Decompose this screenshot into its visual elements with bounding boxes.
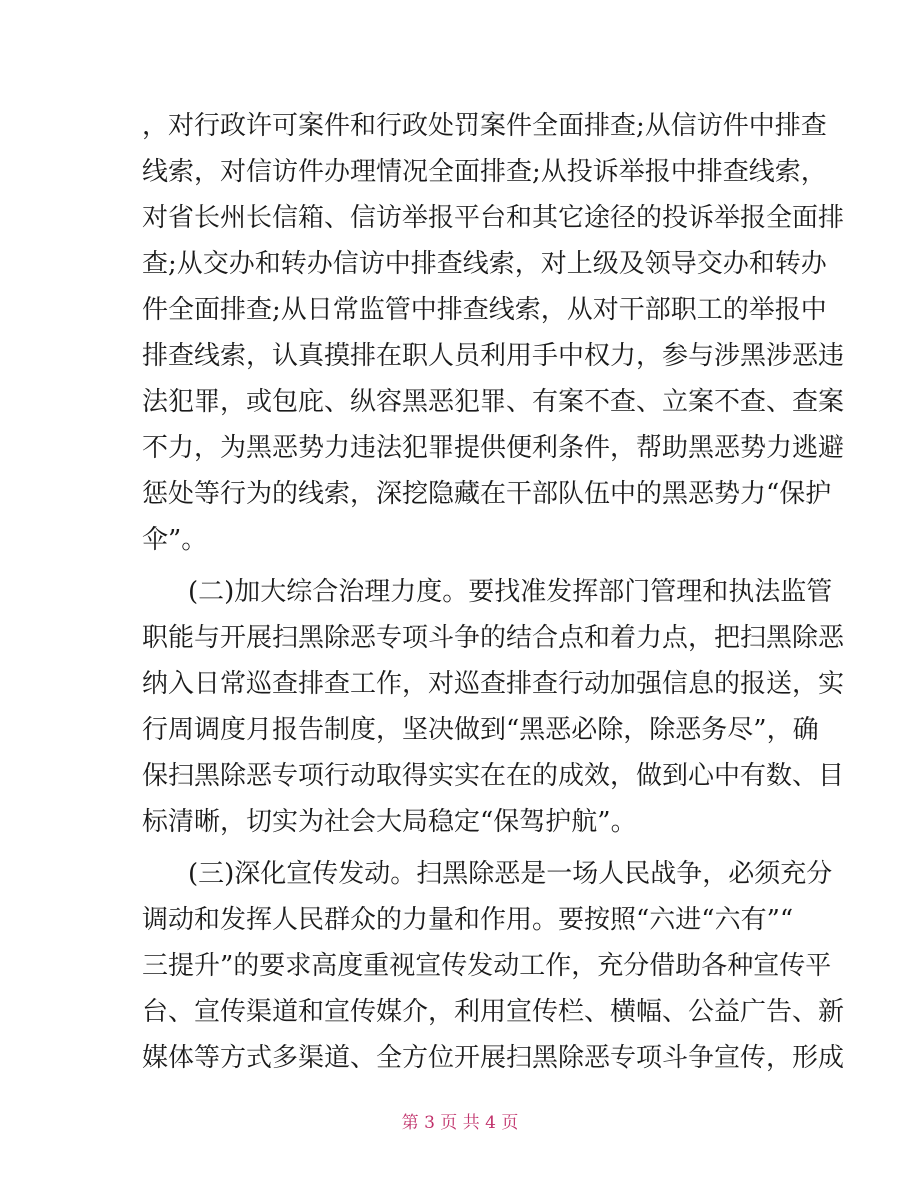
text-line: 件全面排查;从日常监管中排查线索，从对干部职工的举报中: [142, 295, 827, 325]
text-line: 媒体等方式多渠道、全方位开展扫黑除恶专项斗争宣传，形成: [142, 1043, 845, 1073]
text-line: 台、宣传渠道和宣传媒介，利用宣传栏、横幅、公益广告、新: [142, 997, 845, 1027]
text-line: 调动和发挥人民群众的力量和作用。要按照“六进“六有”“: [142, 905, 794, 935]
text-line: (三)深化宣传发动。扫黑除恶是一场人民战争，必须充分: [188, 859, 833, 889]
text-line: 职能与开展扫黑除恶专项斗争的结合点和着力点，把扫黑除恶: [142, 623, 845, 653]
text-line: 排查线索，认真摸排在职人员利用手中权力，参与涉黑涉恶违: [142, 341, 845, 371]
text-line: 标清晰，切实为社会大局稳定“保驾护航”。: [142, 807, 637, 837]
text-line: 三提升”的要求高度重视宣传发动工作，充分借助各种宣传平: [142, 951, 832, 981]
text-line: 惩处等行为的线索，深挖隐藏在干部队伍中的黑恶势力“保护: [142, 479, 832, 509]
text-line: 伞”。: [142, 525, 208, 555]
text-line: 法犯罪，或包庇、纵容黑恶犯罪、有案不查、立案不查、查案: [142, 387, 845, 417]
text-line: (二)加大综合治理力度。要找准发挥部门管理和执法监管: [188, 577, 833, 607]
text-line: 对省长州长信箱、信访举报平台和其它途径的投诉举报全面排: [142, 203, 845, 233]
text-line: 保扫黑除恶专项行动取得实实在在的成效，做到心中有数、目: [142, 761, 845, 791]
page-number-footer: 第 3 页 共 4 页: [401, 1113, 519, 1133]
text-line: 不力，为黑恶势力违法犯罪提供便利条件，帮助黑恶势力逃避: [142, 433, 845, 463]
text-line: 行周调度月报告制度，坚决做到“黑恶必除，除恶务尽”，确: [142, 715, 819, 745]
text-line: 查;从交办和转办信访中排查线索，对上级及领导交办和转办: [142, 249, 827, 279]
text-line: 纳入日常巡查排查工作，对巡查排查行动加强信息的报送，实: [142, 669, 845, 699]
text-line: ，对行政许可案件和行政处罚案件全面排查;从信访件中排查: [142, 111, 827, 141]
text-line: 线索，对信访件办理情况全面排查;从投诉举报中排查线索，: [142, 157, 827, 187]
